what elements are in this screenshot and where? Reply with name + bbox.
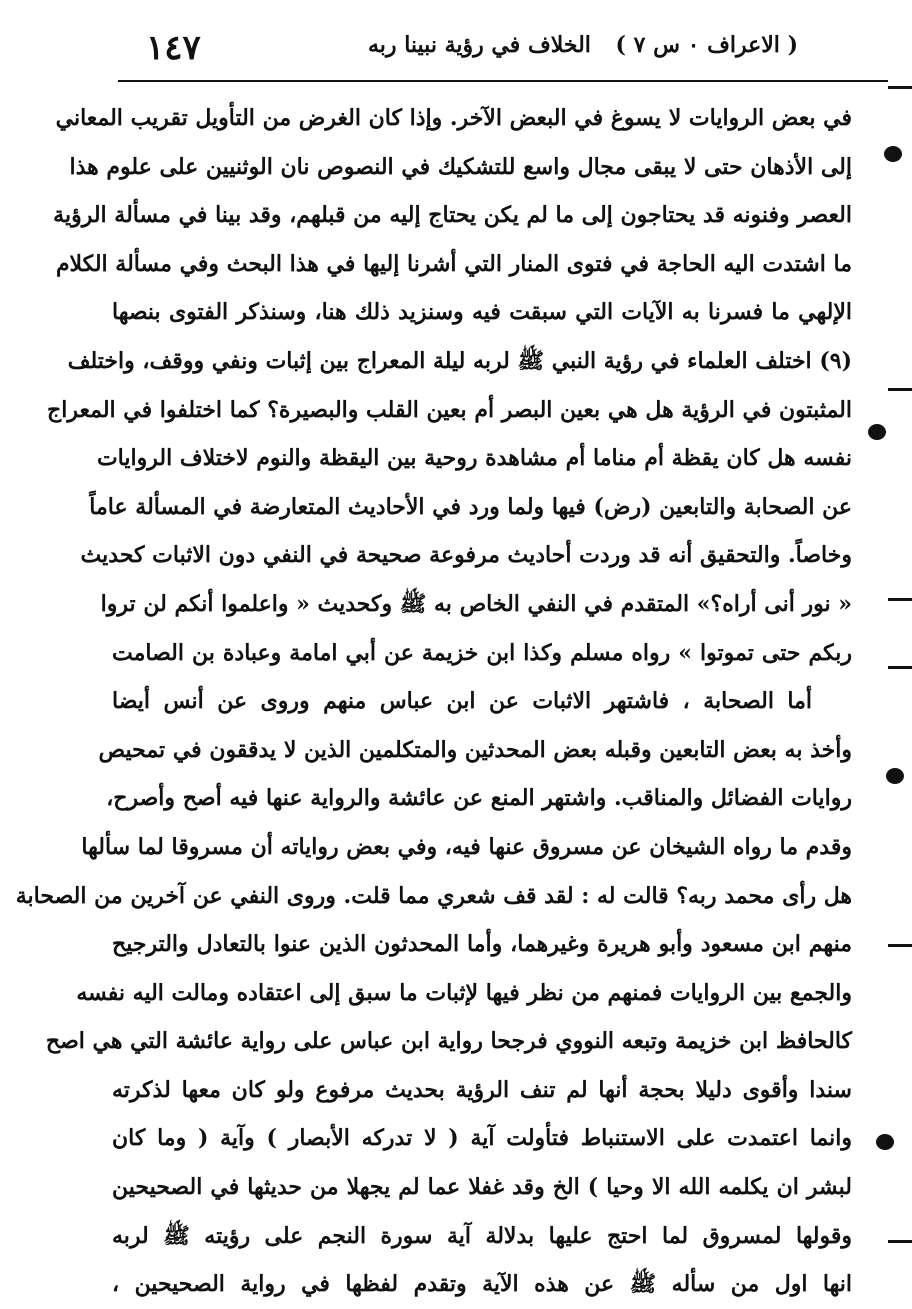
text-line: « نور أنى أراه؟» المتقدم في النفي الخاص به ﷺ وكحديث « واعلموا أنكم لن تروا xyxy=(100,590,852,617)
text-line: وأخذ به بعض التابعين وقبله بعض المحدثين والمتكلمين الذين لا يدققون في تمحيص xyxy=(98,736,852,763)
running-title: الخلاف في رؤية نبينا ربه xyxy=(368,32,591,58)
sura-reference: ( الاعراف ٠ س ٧ ) xyxy=(615,32,798,58)
margin-mark xyxy=(888,388,912,391)
text-line: كالحافظ ابن خزيمة وتبعه النووي فرجحا رواية ابن عباس على رواية عائشة التي هي اصح xyxy=(45,1028,852,1055)
margin-mark xyxy=(888,598,912,601)
text-line: منهم ابن مسعود وأبو هريرة وغيرهما، وأما المحدثون الذين عنوا بالتعادل والترجيح xyxy=(112,931,852,958)
text-line: هل رأى محمد ربه؟ قالت له : لقد قف شعري مما قلت. وروى النفي عن آخرين من الصحابة xyxy=(15,882,852,909)
margin-blot xyxy=(868,424,886,440)
text-line: لبشر ان يكلمه الله الا وحيا ) الخ وقد غفلا عما لم يجهلا من حديثها في الصحيحين xyxy=(112,1174,852,1201)
margin-mark xyxy=(888,944,912,947)
text-line: والجمع بين الروايات فمنهم من نظر فيها لإثبات ما سبق إلى اعتقاده ومالت اليه نفسه xyxy=(76,979,852,1006)
text-line: في بعض الروايات لا يسوغ في البعض الآخر. وإذا كان الغرض من التأويل تقريب المعاني xyxy=(55,105,852,131)
text-line: الإلهي ما فسرنا به الآيات التي سبقت فيه وسنزيد ذلك هنا، وسنذكر الفتوى بنصها xyxy=(112,299,852,326)
text-line: وقولها لمسروق لما احتج عليها بدلالة آية سورة النجم على رؤيته ﷺ لربه xyxy=(112,1222,852,1249)
text-line: وانما اعتمدت على الاستنباط فتأولت آية ( لا تدركه الأبصار ) وآية ( وما كان xyxy=(112,1125,852,1152)
text-line: أما الصحابة ، فاشتهر الاثبات عن ابن عباس منهم وروى عن أنس أيضا xyxy=(112,688,812,715)
page-header xyxy=(118,22,858,72)
margin-mark xyxy=(888,86,912,89)
text-line: عن الصحابة والتابعين (رض) فيها ولما ورد في الأحاديث المتعارضة في المسألة عاماً xyxy=(89,493,852,520)
margin-blot xyxy=(884,146,902,162)
text-line: سندا وأقوى دليلا بحجة أنها لم تنف الرؤية بحديث مرفوع ولو كان معها لذكرته xyxy=(112,1076,852,1103)
margin-blot xyxy=(886,768,904,784)
header-rule xyxy=(118,80,888,82)
text-line: ربكم حتى تموتوا » رواه مسلم وكذا ابن خزيمة عن أبي امامة وعبادة بن الصامت xyxy=(112,639,852,666)
text-line: انها اول من سأله ﷺ عن هذه الآية وتقدم لفظها في رواية الصحيحين ، xyxy=(112,1271,852,1298)
text-line: إلى الأذهان حتى لا يبقى مجال واسع للتشكيك في النصوص نان الوثنيين على علوم هذا xyxy=(69,153,852,180)
text-line: روايات الفضائل والمناقب. واشتهر المنع عن عائشة والرواية عنها فيه أصح وأصرح، xyxy=(106,785,852,812)
margin-mark xyxy=(888,666,912,669)
text-line: العصر وفنونه قد يحتاجون إلى ما لم يكن يحتاج إليه من قبلهم، وقد بينا في مسألة الرؤية xyxy=(53,202,852,229)
page-number: ١٤٧ xyxy=(146,28,201,68)
text-line: (٩) اختلف العلماء في رؤية النبي ﷺ لربه ليلة المعراج بين إثبات ونفي ووقف، واختلف xyxy=(67,347,852,374)
text-line: وخاصاً. والتحقيق أنه قد وردت أحاديث مرفوعة صحيحة في النفي دون الاثبات كحديث xyxy=(80,542,852,569)
text-line: نفسه هل كان يقظة أم مناما أم مشاهدة روحية بين اليقظة والنوم لاختلاف الروايات xyxy=(96,445,852,472)
text-line: ما اشتدت اليه الحاجة في فتوى المنار التي أشرنا إليها في هذا البحث وفي مسألة الكلام xyxy=(55,250,852,277)
body-text xyxy=(15,94,852,1309)
margin-mark xyxy=(888,1240,912,1243)
margin-blot xyxy=(876,1134,894,1150)
text-line: وقدم ما رواه الشيخان عن مسروق عنها فيه، وفي بعض رواياته أن مسروقا لما سألها xyxy=(81,833,852,860)
text-line: المثبتون في الرؤية هل هي بعين البصر أم بعين القلب والبصيرة؟ كما اختلفوا في المعراج xyxy=(47,396,852,423)
